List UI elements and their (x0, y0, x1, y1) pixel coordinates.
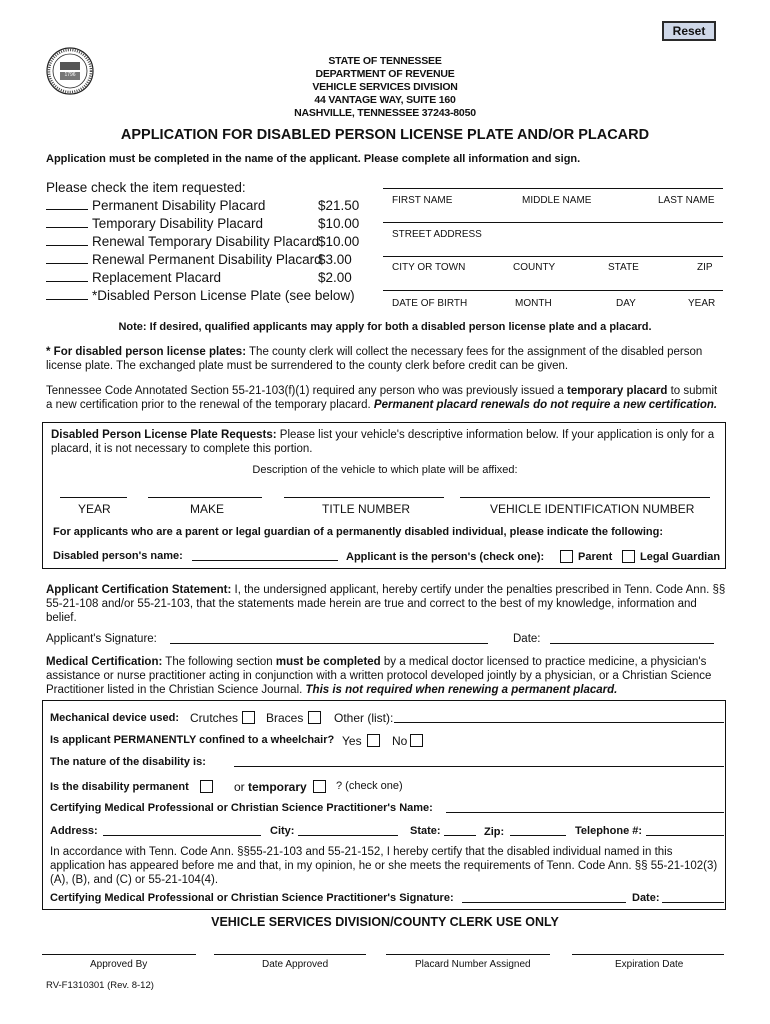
vehicle-make-label: MAKE (190, 502, 225, 516)
title-number-label: TITLE NUMBER (322, 502, 411, 516)
state-input[interactable] (444, 835, 476, 836)
last-name-label: LAST NAME (658, 195, 715, 206)
plate-request-intro (51, 428, 719, 456)
yes-checkbox[interactable] (367, 733, 380, 751)
permanent-question: Is the disability permanent (50, 781, 189, 793)
header-line: NASHVILLE, TENNESSEE 37243-8050 (294, 107, 476, 119)
item-label: Renewal Permanent Disability Placard (92, 252, 322, 267)
year-input-line[interactable] (60, 497, 127, 498)
or-text: or (234, 780, 245, 794)
or-label (234, 780, 307, 794)
medical-signature-label: Certifying Medical Professional or Christian Science Practitioner's Signature: (50, 892, 454, 904)
legal-guardian-checkbox[interactable] (622, 549, 635, 567)
form-number: RV-F1310301 (Rev. 8-12) (46, 980, 154, 991)
street-input-line[interactable] (383, 256, 723, 257)
item-label: Replacement Placard (92, 270, 222, 285)
county-label: COUNTY (513, 262, 556, 273)
check-blank[interactable] (46, 281, 88, 282)
medical-certification (46, 655, 726, 697)
applicant-certification (46, 583, 726, 625)
temporary-label: temporary (248, 780, 307, 794)
check-blank[interactable] (46, 299, 88, 300)
form-title: APPLICATION FOR DISABLED PERSON LICENSE PLATE AND/OR PLACARD (120, 127, 650, 143)
make-input-line[interactable] (148, 497, 262, 498)
disabled-name-input[interactable] (192, 560, 338, 561)
item-label: Renewal Temporary Disability Placard (92, 234, 320, 249)
check-blank[interactable] (46, 263, 88, 264)
middle-name-label: MIDDLE NAME (522, 195, 592, 206)
tca-text: to submit a new certification prior to the renewal of the temporary placard. (46, 385, 718, 411)
month-label: MONTH (515, 298, 552, 309)
year-label: YEAR (688, 298, 716, 309)
certification-heading: Applicant Certification Statement: (46, 584, 232, 596)
header-line: VEHICLE SERVICES DIVISION (312, 81, 458, 93)
other-input[interactable] (394, 722, 724, 723)
dob-label: DATE OF BIRTH (392, 298, 468, 309)
legal-guardian-label: Legal Guardian (640, 551, 721, 563)
form-subtitle: Application must be completed in the name of the applicant. Please complete all information and sign. (46, 153, 581, 165)
certification-text: I, the undersigned applicant, hereby certify under the penalties prescribed in Tenn. Code Ann. §§ 55-21-108 and/or 55-21-103, that the statements made herein are true and correct to the best of my knowledge, information and belief. (46, 584, 726, 624)
temporary-checkbox[interactable] (313, 779, 326, 797)
tca-italic: Permanent placard renewals do not require a new certification. (373, 399, 718, 411)
tca-text: Tennessee Code Annotated Section 55-21-103(f)(1) required any person who was previously issued a (46, 385, 568, 397)
plates-text: The county clerk will collect the necessary fees for the assignment of the disabled person license plate. The exchanged plate must be surrendered to the county clerk before credit can be given. (46, 346, 703, 372)
item-label: Temporary Disability Placard (92, 216, 264, 231)
day-label: DAY (616, 298, 636, 309)
date-approved-label: Date Approved (262, 959, 329, 970)
medical-signature-input[interactable] (462, 902, 626, 903)
state-seal-icon (46, 47, 94, 95)
accordance-text: In accordance with Tenn. Code Ann. §§55-21-103 and 55-21-152, I hereby certify that the disabled individual named in this application has appeared before me and that, in my opinion, he or she meets the requirements of Tenn. Code Ann. §§ 55-21-102(3)(A), (B), and (C) or 55-21-104(4). (50, 846, 718, 886)
medical-date-label: Date: (632, 892, 660, 904)
tca-paragraph (46, 384, 726, 412)
phone-label: Telephone #: (575, 825, 643, 837)
tca-bold: temporary placard (567, 385, 668, 397)
item-permanent-placard[interactable] (46, 198, 265, 213)
no-checkbox[interactable] (410, 733, 423, 751)
approved-by-label: Approved By (90, 959, 148, 970)
applicant-date-label: Date: (513, 633, 541, 645)
applicant-signature-input[interactable] (170, 643, 488, 644)
city-input[interactable] (298, 835, 398, 836)
city-input-line[interactable] (383, 290, 723, 291)
city-label: CITY OR TOWN (392, 262, 466, 273)
applicant-is-label: Applicant is the person's (check one): (346, 551, 545, 563)
check-blank[interactable] (46, 227, 88, 228)
nature-label: The nature of the disability is: (50, 756, 206, 768)
check-blank[interactable] (46, 209, 88, 210)
item-label: Permanent Disability Placard (92, 198, 266, 213)
item-renewal-permanent[interactable] (46, 252, 322, 267)
address-input[interactable] (103, 835, 261, 836)
state-label: STATE (608, 262, 639, 273)
placard-number-line[interactable] (386, 954, 550, 955)
no-label: No (392, 734, 408, 748)
title-input-line[interactable] (284, 497, 444, 498)
office-use-heading: VEHICLE SERVICES DIVISION/COUNTY CLERK USE ONLY (211, 915, 559, 929)
street-address-label: STREET ADDRESS (392, 229, 482, 240)
header-line: 44 VANTAGE WAY, SUITE 160 (314, 94, 456, 106)
check-prompt: Please check the item requested: (46, 180, 246, 195)
city-field-label: City: (270, 825, 295, 837)
phone-input[interactable] (646, 835, 724, 836)
zip-field-label: Zip: (484, 826, 505, 838)
reset-button[interactable]: Reset (662, 21, 716, 41)
name-input-line[interactable] (383, 222, 723, 223)
header-line: DEPARTMENT OF REVENUE (315, 68, 455, 80)
item-temporary-placard[interactable] (46, 216, 263, 231)
state-field-label: State: (410, 825, 441, 837)
agency-header (270, 55, 500, 120)
wheelchair-label: Is applicant PERMANENTLY confined to a wheelchair? (50, 734, 335, 746)
item-label: *Disabled Person License Plate (see below) (92, 288, 355, 303)
check-one-label: ? (check one) (336, 780, 403, 792)
medical-italic: This is not required when renewing a permanent placard. (305, 684, 618, 696)
medical-text: by a medical doctor licensed to practice medicine, a physician's assistance or nurse practitioner acting in conjunction with a written protocol developed jointly by a physician, or a Christian Science Practitioner listed in the Christian Science Journal. (46, 656, 712, 696)
vehicle-description-label: Description of the vehicle to which plate will be affixed: (252, 464, 518, 476)
expiration-label: Expiration Date (615, 959, 684, 970)
cert-name-input[interactable] (446, 812, 724, 813)
first-name-label: FIRST NAME (392, 195, 453, 206)
vin-label: VEHICLE IDENTIFICATION NUMBER (490, 502, 695, 516)
item-license-plate[interactable] (46, 288, 355, 303)
parent-checkbox[interactable] (560, 549, 573, 567)
zip-label: ZIP (697, 262, 713, 273)
svg-text:1796: 1796 (64, 72, 76, 78)
plate-request-heading: Disabled Person License Plate Requests: (51, 429, 277, 441)
header-line: STATE OF TENNESSEE (328, 55, 442, 67)
item-price: $10.00 (318, 234, 360, 249)
placard-number-label: Placard Number Assigned (415, 959, 531, 970)
vin-input-line[interactable] (460, 497, 710, 498)
name-block-top-line (383, 188, 723, 189)
medical-date-input[interactable] (662, 902, 724, 903)
disabled-name-label: Disabled person's name: (53, 550, 183, 562)
applicant-signature-label: Applicant's Signature: (46, 633, 157, 645)
medical-bold: must be completed (275, 656, 381, 668)
item-price: $2.00 (318, 270, 352, 285)
address-label: Address: (50, 825, 98, 837)
plates-paragraph (46, 345, 726, 373)
medical-text: The following section (162, 656, 276, 668)
braces-label: Braces (266, 711, 304, 725)
applicant-date-input[interactable] (550, 643, 714, 644)
plates-heading: * For disabled person license plates: (46, 346, 247, 358)
yes-label: Yes (342, 734, 362, 748)
check-blank[interactable] (46, 245, 88, 246)
device-label: Mechanical device used: (50, 712, 179, 724)
note-text: Note: If desired, qualified applicants may apply for both a disabled person license plate and a placard. (118, 321, 652, 333)
item-price: $21.50 (318, 198, 360, 213)
date-approved-line[interactable] (214, 954, 366, 955)
permanent-checkbox[interactable] (200, 779, 213, 797)
zip-input[interactable] (510, 835, 566, 836)
expiration-line[interactable] (572, 954, 724, 955)
item-replacement-placard[interactable] (46, 270, 221, 285)
item-price: $10.00 (318, 216, 360, 231)
vehicle-year-label: YEAR (78, 502, 111, 516)
plate-request-text: Please list your vehicle's descriptive information below. If your application is only for a placard, it is not necessary to complete this portion. (51, 429, 715, 455)
medical-heading: Medical Certification: (46, 656, 163, 668)
approved-by-line[interactable] (42, 954, 196, 955)
item-renewal-temporary[interactable] (46, 234, 319, 249)
nature-input[interactable] (234, 766, 724, 767)
other-label: Other (list): (334, 711, 394, 725)
crutches-checkbox[interactable] (242, 710, 255, 728)
crutches-label: Crutches (190, 711, 239, 725)
cert-name-label: Certifying Medical Professional or Christian Science Practitioner's Name: (50, 802, 433, 814)
guardian-prompt: For applicants who are a parent or legal guardian of a permanently disabled individual, please indicate the following: (53, 526, 664, 538)
item-price: $3.00 (318, 252, 352, 267)
parent-label: Parent (578, 551, 613, 563)
braces-checkbox[interactable] (308, 710, 321, 728)
